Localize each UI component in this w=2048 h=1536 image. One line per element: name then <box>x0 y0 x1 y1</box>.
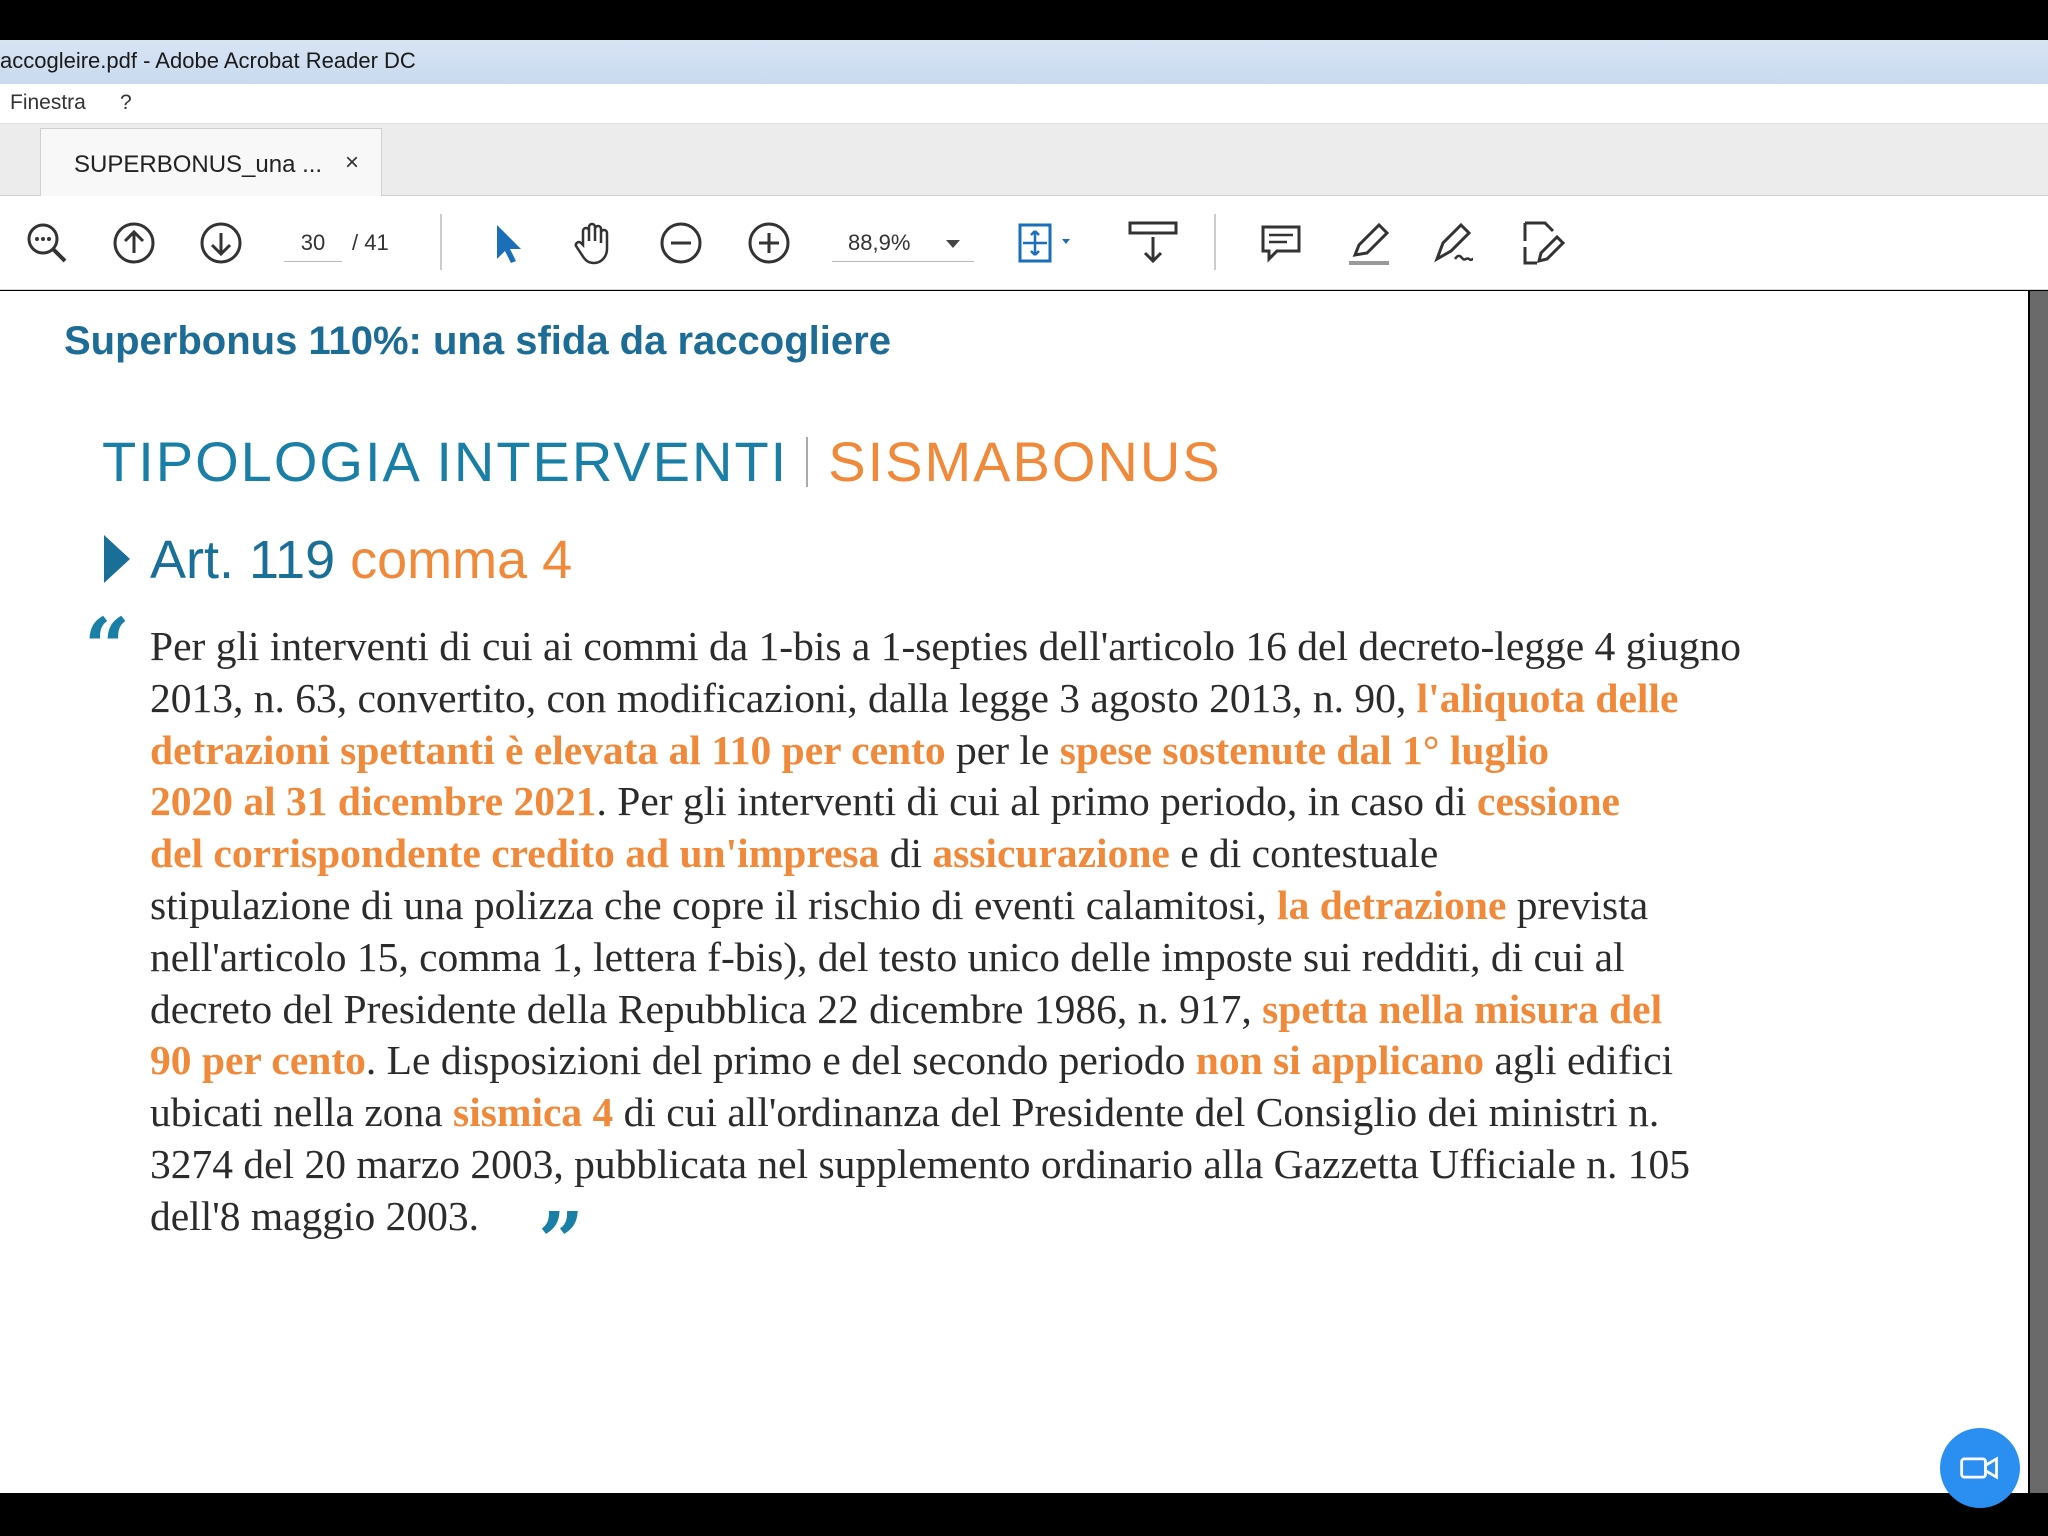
quote-line <box>150 1139 1970 1191</box>
quote-line <box>150 1035 1970 1087</box>
section-title-main: TIPOLOGIA INTERVENTI <box>102 430 789 493</box>
highlighted-text: l'aliquota delle <box>1416 674 1679 721</box>
highlighted-text: del corrispondente credito ad un'impresa <box>150 830 880 877</box>
close-tab-icon[interactable]: × <box>345 149 360 176</box>
zoom-in-icon[interactable] <box>744 218 794 268</box>
zoom-value: 88,9% <box>848 230 911 255</box>
title-divider <box>806 437 808 487</box>
fill-sign-icon[interactable] <box>1518 218 1568 268</box>
pdf-page <box>0 291 2028 1493</box>
toolbar-separator <box>1214 214 1216 270</box>
quote-line <box>150 984 1970 1036</box>
triangle-bullet-icon <box>104 535 130 583</box>
fit-page-icon[interactable] <box>1014 218 1084 268</box>
quote-line <box>150 776 1970 828</box>
zoom-out-icon[interactable] <box>656 218 706 268</box>
window-title: accogleire.pdf - Adobe Acrobat Reader DC <box>0 48 416 73</box>
menu-item-help[interactable]: ? <box>120 91 132 114</box>
highlighted-text: 2020 al 31 dicembre 2021 <box>150 778 597 825</box>
highlighted-text: la detrazione <box>1277 881 1507 928</box>
highlighted-text: sismica 4 <box>453 1089 614 1136</box>
quote-text: decreto del Presidente della Repubblica 22 dicembre 1986, n. 917, <box>150 985 1263 1032</box>
screen-top-border <box>0 0 2048 40</box>
comment-icon[interactable] <box>1256 218 1306 268</box>
highlight-icon[interactable] <box>1344 218 1394 268</box>
highlighted-text: assicurazione <box>932 830 1170 877</box>
article-number: Art. 119 <box>150 530 351 590</box>
highlighted-text: spese sostenute dal 1° luglio <box>1059 726 1550 773</box>
highlighted-text: non si applicano <box>1195 1037 1485 1084</box>
vertical-scrollbar[interactable] <box>2030 291 2048 1493</box>
tab-bar <box>0 124 2048 196</box>
search-zoom-icon[interactable] <box>22 218 72 268</box>
menu-item-finestra[interactable]: Finestra <box>10 91 86 114</box>
screen-bottom-border <box>0 1493 2048 1536</box>
page-down-icon[interactable] <box>196 218 246 268</box>
quote-line <box>150 673 1970 725</box>
quote-line <box>150 725 1970 777</box>
quote-line <box>150 621 1970 673</box>
quote-text: per le <box>945 726 1060 773</box>
document-tab-label: SUPERBONUS_una ... <box>74 151 323 178</box>
select-arrow-icon[interactable] <box>482 218 532 268</box>
toolbar-separator <box>440 214 442 270</box>
chevron-down-icon <box>946 240 960 248</box>
quote-text: e di contestuale <box>1169 830 1439 877</box>
quote-line <box>150 828 1970 880</box>
highlighted-text: cessione <box>1477 778 1620 825</box>
highlighted-text: 90 per cento <box>150 1037 366 1084</box>
page-number-input[interactable]: 30 <box>284 224 342 262</box>
toolbar <box>0 196 2048 290</box>
quote-text: . Per gli interventi di cui al primo periodo, in caso di <box>596 778 1478 825</box>
quote-text: Per gli interventi di cui ai commi da 1-bis a 1-septies dell'articolo 16 del decreto-legge 4 giugno <box>150 623 1741 669</box>
window-titlebar <box>0 40 2048 84</box>
quote-text: 2013, n. 63, convertito, con modificazioni, dalla legge 3 agosto 2013, n. 90, <box>150 674 1417 721</box>
quote-body <box>150 621 1970 1243</box>
article-heading <box>150 529 572 591</box>
quote-line <box>150 1191 1970 1243</box>
scroll-mode-icon[interactable] <box>1126 218 1182 268</box>
quote-line <box>150 932 1970 984</box>
quote-text: stipulazione di una polizza che copre il rischio di eventi calamitosi, <box>150 881 1278 928</box>
quote-line <box>150 1087 1970 1139</box>
highlighted-text: detrazioni spettanti è elevata al 110 per cento <box>150 726 946 773</box>
hand-icon[interactable] <box>568 218 618 268</box>
quote-text: nell'articolo 15, comma 1, lettera f-bis), del testo unico delle imposte sui redditi, di cui al <box>150 933 1625 980</box>
page-total: / 41 <box>352 230 389 255</box>
document-header: Superbonus 110%: una sfida da raccogliere <box>64 319 891 363</box>
open-quote-icon: “ <box>84 600 131 694</box>
quote-text: di cui all'ordinanza del Presidente del Consiglio dei ministri n. <box>613 1089 1660 1136</box>
close-quote-icon: ” <box>538 1194 585 1288</box>
quote-text: di <box>879 830 933 877</box>
quote-line <box>150 880 1970 932</box>
section-title-sub: SISMABONUS <box>828 430 1222 493</box>
section-title <box>102 429 1222 494</box>
highlighted-text: spetta nella misura del <box>1262 985 1663 1032</box>
quote-text: prevista <box>1506 881 1649 928</box>
sign-icon[interactable] <box>1430 218 1480 268</box>
menu-bar <box>0 84 2048 124</box>
page-up-icon[interactable] <box>109 218 159 268</box>
quote-text: . Le disposizioni del primo e del secondo periodo <box>365 1037 1196 1084</box>
article-comma: comma 4 <box>350 530 573 590</box>
quote-text: dell'8 maggio 2003. <box>150 1192 480 1239</box>
zoom-select[interactable] <box>832 224 974 262</box>
quote-text: 3274 del 20 marzo 2003, pubblicata nel supplemento ordinario alla Gazzetta Ufficiale n. 105 <box>150 1140 1690 1187</box>
quote-text: agli edifici <box>1484 1037 1674 1084</box>
document-tab[interactable] <box>40 128 382 196</box>
quote-text: ubicati nella zona <box>150 1089 454 1136</box>
video-camera-icon[interactable] <box>1940 1428 2020 1508</box>
